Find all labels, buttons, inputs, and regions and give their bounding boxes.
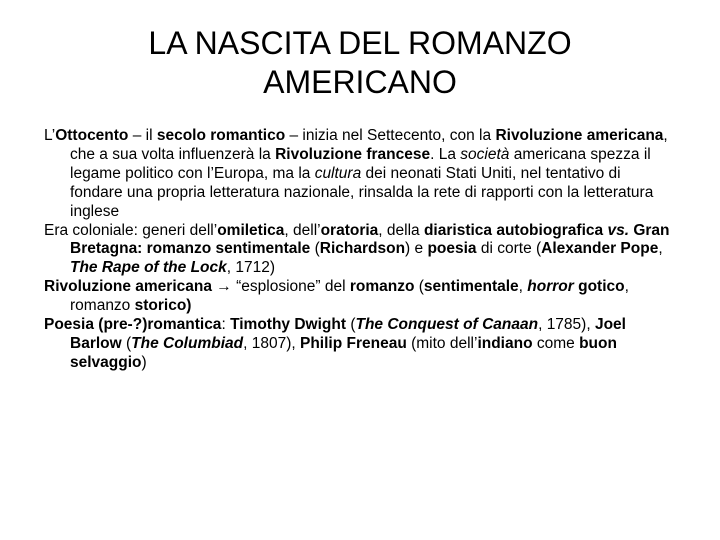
text-run: Timothy Dwight (230, 316, 347, 334)
text-run: Rivoluzione francese (275, 145, 431, 163)
text-run: ( (414, 278, 424, 296)
text-run: romanzo (349, 278, 415, 296)
text-run: The Conquest of Canaan (355, 316, 539, 334)
text-run: , che a sua volta influenzerà la (70, 127, 668, 163)
paragraph-rivoluzione-americana (44, 278, 674, 316)
text-run: ( (310, 240, 320, 258)
text-run: Rivoluzione americana (495, 127, 664, 144)
text-run: (mito dell’ (406, 334, 478, 352)
text-run: buon selvaggio (70, 334, 617, 371)
text-run: sentimentale (423, 278, 519, 296)
text-run: Gran Bretagna: romanzo sentimentale (70, 221, 670, 258)
paragraph-ottocento (44, 127, 674, 222)
text-run: Ottocento (55, 127, 129, 144)
title-line-2: AMERICANO (263, 64, 457, 101)
text-run: – inizia nel Settecento, con la (285, 127, 496, 144)
text-run: secolo romantico (156, 127, 286, 144)
text-run: The Columbiad (131, 334, 244, 352)
text-run: Philip Freneau (299, 334, 407, 352)
text-run: ( (346, 316, 356, 334)
paragraph-poesia-romantica (44, 316, 674, 373)
text-run: diaristica autobiografica (423, 221, 604, 239)
text-run: gotico (573, 278, 625, 296)
text-run: , dell’ (284, 221, 321, 239)
text-run: L’ (44, 127, 56, 144)
right-arrow-icon: → (216, 278, 232, 296)
title-line-1: LA NASCITA DEL ROMANZO (148, 25, 572, 61)
text-run: , 1807), (243, 334, 300, 352)
paragraph-era-coloniale (44, 222, 674, 279)
text-run: Alexander Pope (541, 240, 659, 258)
text-run: Richardson (319, 240, 406, 258)
text-run: , 1712) (226, 259, 276, 277)
text-run: società (460, 145, 510, 163)
text-run: dei neonati Stati Uniti, nel tentativo di fondare una propria letteratura nazionale, rinsalda la rete di rapporti con la letteratura inglese (70, 164, 654, 220)
text-run: poesia (427, 240, 477, 258)
text-run: , 1785), (538, 316, 595, 334)
text-run: , (658, 240, 663, 258)
text-run: indiano (477, 334, 533, 352)
text-run: Poesia (pre-?)romantica (44, 316, 222, 334)
text-run: : (221, 316, 231, 334)
text-run: vs. (607, 221, 630, 239)
text-run: Rivoluzione americana (44, 278, 212, 296)
text-run: storico) (134, 297, 192, 315)
text-run: oratoria (320, 221, 379, 239)
text-run: cultura (314, 164, 362, 182)
text-run: ) e (405, 240, 428, 258)
text-run: – il (128, 127, 157, 144)
text-run: “esplosione” del (231, 278, 350, 296)
text-run: Era coloniale: generi dell’ (44, 221, 218, 239)
text-run: ) (141, 353, 147, 371)
slide-body (44, 127, 674, 373)
text-run: di corte ( (476, 240, 542, 258)
text-run: , romanzo (70, 278, 629, 315)
text-run: , della (378, 221, 424, 239)
text-run: americana spezza il legame politico con l’Europa, ma la (70, 145, 651, 182)
text-run: omiletica (217, 221, 285, 239)
text-run: Joel Barlow (70, 316, 626, 352)
slide-title (60, 24, 660, 102)
text-run: , (518, 278, 528, 296)
text-run: horror (527, 278, 574, 296)
text-run: ( (121, 334, 132, 352)
text-run: The Rape of the Lock (70, 259, 227, 277)
text-run: . La (430, 145, 461, 163)
text-run: come (532, 334, 580, 352)
